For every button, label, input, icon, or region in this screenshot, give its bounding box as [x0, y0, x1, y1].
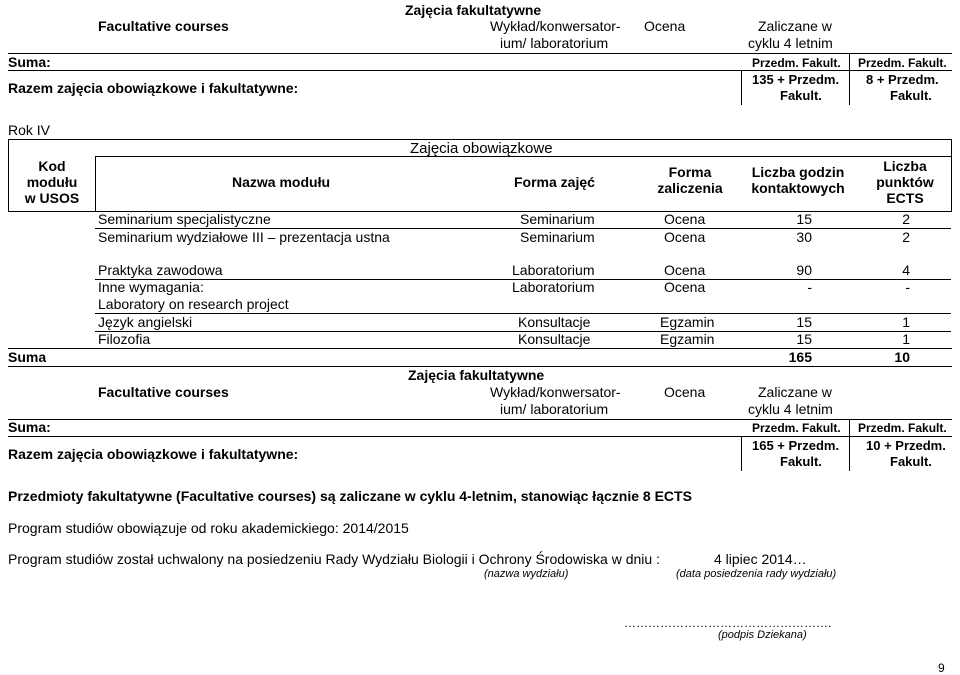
caption-faculty: (nazwa wydziału): [484, 568, 569, 580]
row-form: Laboratorium: [512, 279, 595, 295]
total-label: Razem zajęcia obowiązkowe i fakultatywne:: [8, 446, 299, 462]
top-fac-credit-l2: cyklu 4 letnim: [748, 35, 833, 51]
suma2-hours: Przedm. Fakult.: [752, 421, 841, 435]
top-fac-form-l2: ium/ laboratorium: [500, 35, 609, 51]
top-suma-label: Suma:: [8, 54, 51, 70]
suma2-label: Suma:: [8, 419, 51, 435]
header-ects: Liczba punktów ECTS: [876, 158, 934, 206]
fac-form-l2: ium/ laboratorium: [500, 401, 609, 417]
total-hours-l1: 165 + Przedm.: [752, 438, 840, 453]
divider: [8, 70, 952, 71]
top-fac-form-l1: Wykład/konwersator-: [490, 18, 621, 34]
row-ects: 4: [902, 262, 910, 278]
total-hours-l2: Fakult.: [780, 454, 822, 469]
top-fac-grade: Ocena: [644, 18, 686, 34]
row-form: Seminarium: [520, 229, 595, 245]
row-hours: 90: [796, 262, 812, 278]
row-ects: 1: [902, 314, 910, 330]
row-grade: Egzamin: [660, 331, 715, 347]
row-hours: 15: [796, 211, 812, 227]
approval-date: 4 lipiec 2014…: [714, 551, 807, 567]
top-fac-credit-l1: Zaliczane w: [758, 18, 832, 34]
row-hours: 15: [796, 314, 812, 330]
row-name: Język angielski: [98, 314, 193, 330]
divider: [951, 139, 952, 212]
suma2-ects: Przedm. Fakult.: [858, 421, 947, 435]
program-approved: Program studiów został uchwalony na posiedzeniu Rady Wydziału Biologii i Ochrony Środowiska w dniu :: [8, 551, 660, 567]
caption-date: (data posiedzenia rady wydziału): [676, 568, 837, 580]
row-hours: 15: [796, 331, 812, 347]
divider: [849, 419, 850, 471]
caption-dean: (podpis Dziekana): [718, 629, 807, 641]
header-zaliczenie: Forma zaliczenia: [657, 164, 723, 196]
year-label: Rok IV: [8, 122, 51, 138]
row-form: Seminarium: [520, 211, 595, 227]
top-facultative-label: Facultative courses: [98, 18, 229, 34]
header-nazwa: Nazwa modułu: [232, 174, 331, 190]
total-ects-l2: Fakult.: [890, 454, 932, 469]
row-name: Seminarium wydziałowe III – prezentacja ustna: [98, 229, 390, 245]
program-valid-from: Program studiów obowiązuje od roku akademickiego: 2014/2015: [8, 520, 409, 536]
row-ects: -: [905, 279, 910, 295]
row-name: Inne wymagania:: [98, 279, 204, 295]
top-total-label: Razem zajęcia obowiązkowe i fakultatywne:: [8, 80, 299, 96]
mandatory-section-title: Zajęcia obowiązkowe: [410, 140, 553, 157]
row-grade: Ocena: [664, 279, 706, 295]
row-name: Filozofia: [98, 331, 151, 347]
row-ects: 2: [902, 211, 910, 227]
divider: [741, 70, 742, 105]
top-suma-ects: Przedm. Fakult.: [858, 56, 947, 70]
fac-credit-l1: Zaliczane w: [758, 384, 832, 400]
suma-hours: 165: [788, 349, 812, 365]
facultative-label: Facultative courses: [98, 384, 229, 400]
top-section-title: Zajęcia fakultatywne: [405, 2, 542, 18]
top-total-hours-l1: 135 + Przedm.: [752, 72, 840, 87]
row-grade: Ocena: [664, 211, 706, 227]
row-form: Konsultacje: [518, 314, 591, 330]
divider: [741, 436, 742, 471]
total-ects-l1: 10 + Przedm.: [866, 438, 946, 453]
fac-grade: Ocena: [664, 384, 706, 400]
facultative-title: Zajęcia fakultatywne: [408, 367, 545, 383]
divider: [8, 53, 952, 54]
top-suma-hours: Przedm. Fakult.: [752, 56, 841, 70]
row-grade: Ocena: [664, 262, 706, 278]
top-total-ects-l1: 8 + Przedm.: [866, 72, 939, 87]
header-godziny: Liczba godzin kontaktowych: [751, 164, 845, 196]
signature-line: …………………………………………….: [624, 616, 832, 630]
row-ects: 1: [902, 331, 910, 347]
divider: [8, 419, 952, 420]
suma-ects: 10: [894, 349, 910, 365]
row-form: Laboratorium: [512, 262, 595, 278]
row-grade: Egzamin: [660, 314, 715, 330]
page-number: 9: [938, 661, 945, 675]
divider: [8, 436, 952, 437]
top-total-hours-l2: Fakult.: [780, 88, 822, 103]
row-hours: -: [807, 279, 812, 295]
divider: [849, 53, 850, 105]
row-name-sub: Laboratory on research project: [98, 296, 289, 312]
header-forma: Forma zajęć: [514, 174, 595, 190]
row-name: Seminarium specjalistyczne: [98, 211, 271, 227]
fac-credit-l2: cyklu 4 letnim: [748, 401, 833, 417]
suma-label: Suma: [8, 349, 47, 365]
row-form: Konsultacje: [518, 331, 591, 347]
row-ects: 2: [902, 229, 910, 245]
row-name: Praktyka zawodowa: [98, 262, 223, 278]
facultative-note: Przedmioty fakultatywne (Facultative courses) są zaliczane w cyklu 4-letnim, stanowiąc łącznie 8 ECTS: [8, 488, 692, 504]
top-total-ects-l2: Fakult.: [890, 88, 932, 103]
row-grade: Ocena: [664, 229, 706, 245]
row-hours: 30: [796, 229, 812, 245]
fac-form-l1: Wykład/konwersator-: [490, 384, 621, 400]
header-kod: Kod modułu w USOS: [24, 158, 80, 206]
